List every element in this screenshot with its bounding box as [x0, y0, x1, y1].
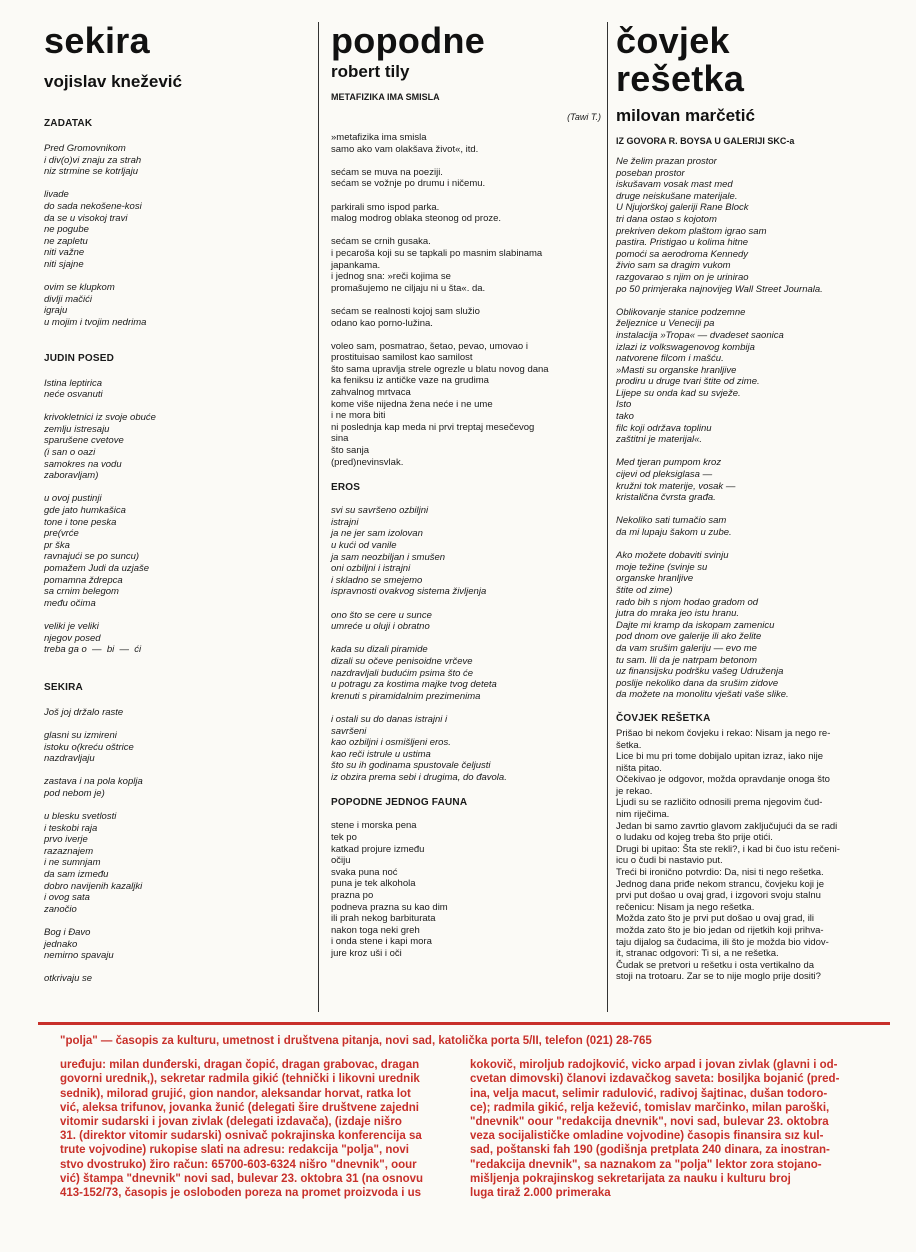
section-eros-head: EROS — [331, 482, 361, 494]
author-tily: robert tily — [331, 62, 410, 81]
footer-right: kokovič, miroljub radojković, vicko arpad i jovan zivlak (glavni i od- cvetan dimovski) članovi izdavačkog saveta: bosiljka bojanić (pred- ina, velja macut, selimir radulović, radivoj šajtinac, dušan todoro- ce); radmila gikić, relja kežević, tomislav marčinko, milan paroški, "dnevnik" oour "redakcija dnevnik", novi sad, bulevar 23. oktobra veza socijalističke omladine vojvodine) časopis finansira sız kul- sad, poštanski fah 190 (godišnja pretplata 240 dinara, za inostran- "redakcija dnevnik", sa naznakom za "polja" lektor zora stojano- mišljenja pokrajinskog sekretarijata za nauku i kulturu broj luga tiraž 2.000 primeraka — [470, 1059, 840, 1200]
poem-metafizika: »metafizika ima smisla samo ako vam olakšava život«, itd. sećam se muva na poeziji. sećam se vožnje po drumu i ničemu. parkirali smo ispod parka. malog modrog oblaka steonog od proze. sećam se crnih gusaka. i pecaroša koji su se tapkali po masnim slabinama japankama. i jednog sna: »reči kojima se promašujemo ne ciljaju ni u šta«. da. sećam se realnosti kojoj sam služio odano kao porno-lužina. voleo sam, posmatrao, šetao, pevao, umovao i prostituisao samilost kao samilost što sama upravlja strele ogrezle u blatu novog dana ka feniksu iz antičke vaze na grudima zahvalnog mrtvaca kome više nijedna žena neće i ne ume i ne mora biti ni poslednja kap meda ni prvi treptaj mesečevog sina što sanja (pred)nevinsvlak. — [331, 132, 549, 468]
footer-impressum — [60, 1034, 880, 1200]
footer-masthead: "polja" — časopis za kulturu, umetnost i društvena pitanja, novi sad, katolička porta 5/II, telefon (021) 28-765 — [60, 1035, 652, 1047]
subtitle-boys: IZ GOVORA R. BOYSA U GALERIJI SKC-a — [616, 136, 795, 146]
section-zadatak-head: ZADATAK — [44, 118, 93, 129]
title-popodne: popodne — [331, 20, 486, 61]
author-marcetic: milovan marčetić — [616, 106, 755, 125]
author-knezevic: vojislav knežević — [44, 72, 182, 91]
column-divider-2 — [607, 22, 608, 1012]
credit-tawi: (Tawi T.) — [567, 112, 601, 122]
footer-left: uređuju: milan dunđerski, dragan čopić, dragan grabovac, dragan govorni urednik,), sekretar radmila gikić (tehnički i likovni urednik sednik), milorad grujić, gion nandor, aleksandar horvat, ratka lot vić, aleksa trifunov, jovanka žunić (delegati šire društvene zajedni vitomir sudarski i jovan zivlak (delegati izdavača), (izdaje nišro 31. (direktor vitomir sudarski) osnivač pokrajinska konferencija sa trute vojvodine) rukopise slati na adresu: redakcija "polja", novi stvo dvostruko) žiro račun: 65700-603-6324 nišro "dnevnik", oour vić) štampa "dnevnik" novi sad, bulevar 23. oktobra 31 (na osnovu 413-152/73, časopis je osloboden poreza na promet proizvoda i us — [60, 1059, 424, 1200]
title-resetka: rešetka — [616, 58, 745, 99]
poem-fauna: stene i morska pena tek po katkad projure između očiju svaka puna noć puna je tek alkohola prazna po podneva prazna su kao dim ili prah nekog barbiturata nakon toga neki greh i onda stene i kapi mora jure kroz uši i oči — [331, 820, 448, 959]
column-sekira — [44, 18, 309, 985]
title-sekira: sekira — [44, 20, 150, 61]
footer-red-rule — [38, 1022, 890, 1025]
subtitle-metafizika: METAFIZIKA IMA SMISLA — [331, 92, 440, 102]
section-covjek-head: ČOVJEK REŠETKA — [616, 712, 711, 724]
footer-columns — [60, 1058, 880, 1200]
poem-zadatak: Pred Gromovnikom i div(o)vi znaju za strah niz strmine se kotrljaju livade do sada nekošene-kosi da se u visokoj travi ne pogube ne zapletu niti važne niti sjajne ovim se klupkom divlji mačići igraju u mojim i tvojim nedrima — [44, 143, 147, 328]
column-covjek-resetka — [616, 18, 894, 983]
title-covjek: čovjek — [616, 20, 730, 61]
poem-govor: Ne želim prazan prostor poseban prostor iskušavam vosak mast med druge neiskušane materijale. U Njujorškoj galeriji Rane Block tri dana ostao s kojotom prekriven dekom plaštom igrao sam pastira. Pristigao u kolima hitne pomoći sa aerodroma Kennedy živio sam sa dragim vukom razgovarao s njim on je urinirao po 50 primjeraka najnovijeg Wall Street Journala. Oblikovanje stanice podzemne željeznice u Veneciji pa instalacija »Tropa« — dvadeset saonica izlazi iz volkswagenovog kombija natvorene filcom i mašću. »Masti su organske hranljive prodiru u druge tvari štite od zime. Lijepe su onda kad su svježe. Isto tako filc koji održava toplinu zaštitni je materijal«. Med tjeran pumpom kroz cijevi od pleksiglasa — kružni tok materije, vosak — kristalična čvrsta građa. Nekoliko sati tumačio sam da mi lupaju šakom u zube. Ako možete dobaviti svinju moje težine (svinje su organske hranljive štite od zime) rado bih s njom hodao gradom od jutra do mraka jeo istu hranu. Dajte mi kramp da iskopam zamenicu pod dnom ove galerije ili ako želite da vam srušim galeriju — evo me tu sam. Ili da je natrpam betonom uz finansijsku podršku vašeg Udruženja poslije nekoliko dana da srušim zidove da možete na monolitu vješati vaše slike. — [616, 156, 823, 701]
section-judin-head: JUDIN POSED — [44, 352, 114, 364]
prose-covjek-resetka: Prišao bi nekom čovjeku i rekao: Nisam ja nego re- šetka. Lice bi mu pri tome dobijalo upitan izraz, iako nije ništa pitao. Očekivao je odgovor, možda opravdanje onoga što je rekao. Ljudi su se različito odnosili prema njegovim čud- nim riječima. Jedan bi samo zavrtio glavom zaključujući da se radi o ludaku od kojeg treba što prije otići. Drugi bi upitao: Šta ste rekli?, i kad bi čuo istu rečeni- icu o čudi bi nastavio put. Treći bi ironično potvrdio: Da, nisi ti nego rešetka. Jednog dana priđe nekom strancu, čovjeku koji je prvi put došao u ovaj grad, i izgovori svoju stalnu rečenicu: Nisam ja nego rešetka. Možda zato što je prvi put došao u ovaj grad, ili možda zato što je bio jedan od rijetkih koji prihva- taju dijalog sa čudacima, ili što je možda bio vidov- it, stranac odgovori: Ti si, a ne rešetka. Čudak se pretvori u rešetku i osta vertikalno da stoji na trotoaru. Zar se to nije moglo prije dositi? — [616, 727, 840, 983]
section-fauna-head: POPODNE JEDNOG FAUNA — [331, 797, 468, 809]
section-sekira-head: SEKIRA — [44, 681, 83, 693]
column-divider-1 — [318, 22, 319, 1012]
poem-judin-posed: Istina leptirica neće osvanuti krivokletnici iz svoje obuće zemlju istresaju sparušene cvetove (i san o oazi samokres na vodu zaboravljam) u ovoj pustinji gde jato humkašica tone i tone peska pre(vrće pr ška ravnajući se po suncu) pomažem Judi da uzjaše pomamna ždrepca sa crnim belegom među očima veliki je veliki njegov posed treba ga o — bi — ći — [44, 377, 156, 656]
poem-eros: svi su savršeno ozbiljni istrajni ja ne jer sam izolovan u kući od vanile ja sam neozbiljan i smušen oni ozbiljni i istrajni i skladno se smejemo ispravnosti ovakvog sistema življenja ono što se cere u sunce umreće u oluji i obratno kada su dizali piramide dizali su očeve penisoidne vrčeve nazdravljali budućim psima što će u potragu za kostima majke tvog deteta krenuti s piramidalnim prezimenima i ostali su do danas istrajni i savršeni kao ozbiljni i osmišljeni eros. kao reči istrule u ustima što su ih godinama spustovale čeljusti iz obzira prema sebi i drugima, do đavola. — [331, 505, 507, 783]
poem-sekira: Još joj držalo raste glasni su izmireni istoku o(kreću oštrice nazdravljaju zastava i na pola koplja pod nebom je) u blesku svetlosti i teskobi raja prvo iverje razaznajem i ne sumnjam da sam između dobro navijenih kazaljki i ovog sata zanočio Bog i Đavo jednako nemirno spavaju otkrivaju se — [44, 706, 143, 985]
column-popodne — [331, 18, 601, 960]
